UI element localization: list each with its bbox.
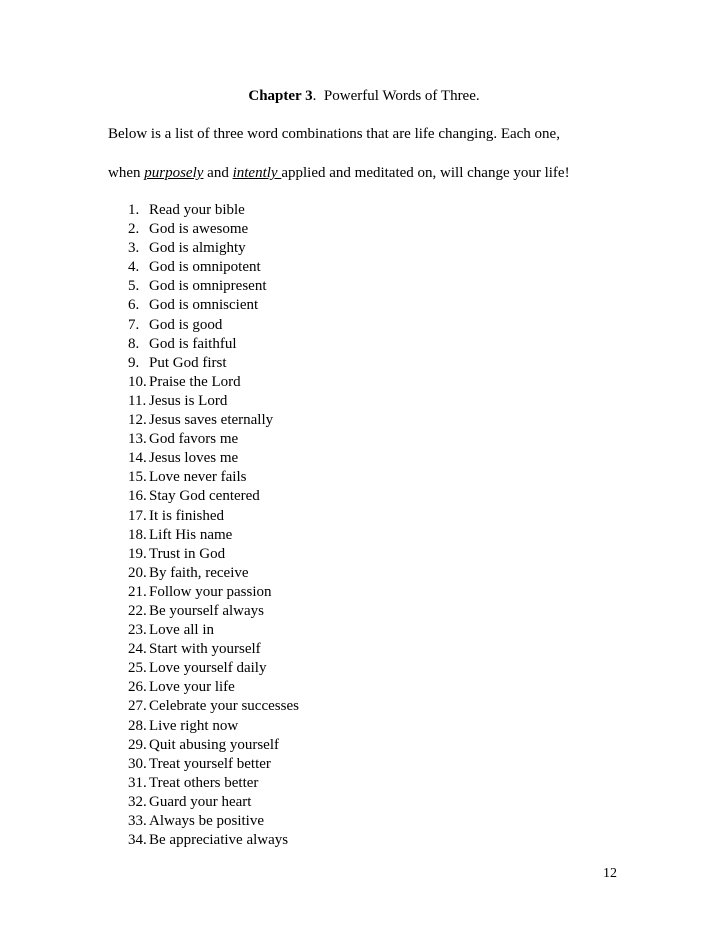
list-item-number: 5. bbox=[128, 278, 140, 295]
list-item bbox=[128, 640, 299, 659]
chapter-separator: . bbox=[312, 88, 317, 104]
list-item-number: 27. bbox=[128, 698, 147, 715]
chapter-label: Chapter 3 bbox=[248, 88, 313, 104]
list-item bbox=[128, 831, 299, 850]
list-item-number: 16. bbox=[128, 488, 147, 505]
list-item bbox=[128, 258, 299, 277]
intro-word-intently: intently bbox=[232, 165, 282, 181]
list-item-number: 2. bbox=[128, 221, 140, 238]
list-item-text: Jesus saves eternally bbox=[149, 412, 274, 429]
list-item-number: 8. bbox=[128, 335, 140, 352]
list-item-number: 30. bbox=[128, 755, 147, 772]
list-item-number: 13. bbox=[128, 431, 147, 448]
list-item bbox=[128, 697, 299, 716]
list-item-text: Follow your passion bbox=[149, 583, 272, 600]
list-item-number: 34. bbox=[128, 832, 147, 849]
list-item-text: God is omniscient bbox=[149, 297, 259, 314]
list-item-number: 3. bbox=[128, 240, 140, 257]
list-item-text: By faith, receive bbox=[149, 564, 249, 581]
list-item-number: 22. bbox=[128, 602, 147, 619]
list-item bbox=[128, 736, 299, 755]
intro-text-when: when bbox=[108, 165, 145, 181]
list-item bbox=[128, 755, 299, 774]
list-item-text: Start with yourself bbox=[149, 641, 261, 658]
list-item bbox=[128, 430, 299, 449]
list-item bbox=[128, 354, 299, 373]
intro-word-purposely: purposely bbox=[144, 165, 204, 181]
list-item-number: 11. bbox=[128, 392, 147, 409]
list-item-text: Love all in bbox=[149, 622, 214, 639]
list-item-text: God is faithful bbox=[149, 335, 237, 352]
list-item bbox=[128, 316, 299, 335]
list-item-text: Guard your heart bbox=[149, 793, 252, 810]
list-item-text: Be yourself always bbox=[149, 602, 264, 619]
list-item-text: It is finished bbox=[149, 507, 224, 524]
list-item-number: 24. bbox=[128, 641, 147, 658]
list-item bbox=[128, 487, 299, 506]
list-item bbox=[128, 411, 299, 430]
list-item-text: Treat yourself better bbox=[149, 755, 271, 772]
list-item-number: 15. bbox=[128, 469, 147, 486]
list-item bbox=[128, 774, 299, 793]
list-item bbox=[128, 717, 299, 736]
list-item-text: Lift His name bbox=[149, 526, 233, 543]
list-item bbox=[128, 678, 299, 697]
list-item-number: 12. bbox=[128, 412, 147, 429]
list-item-number: 9. bbox=[128, 354, 140, 371]
list-item bbox=[128, 296, 299, 315]
chapter-subtitle: Powerful Words of Three. bbox=[323, 88, 480, 104]
list-item-number: 26. bbox=[128, 679, 147, 696]
list-item-number: 6. bbox=[128, 297, 140, 314]
list-item bbox=[128, 277, 299, 296]
intro-text-and: and bbox=[203, 165, 233, 181]
list-item-text: Quit abusing yourself bbox=[149, 736, 279, 753]
list-item-text: God is omnipotent bbox=[149, 259, 261, 276]
list-item-text: Celebrate your successes bbox=[149, 698, 299, 715]
list-item-number: 17. bbox=[128, 507, 147, 524]
list-item-text: God is awesome bbox=[149, 221, 249, 238]
list-item-text: Jesus loves me bbox=[149, 450, 239, 467]
list-item-number: 21. bbox=[128, 583, 147, 600]
list-item-text: Love your life bbox=[149, 679, 235, 696]
list-item bbox=[128, 545, 299, 564]
list-item-text: Always be positive bbox=[149, 813, 264, 829]
list-item-number: 18. bbox=[128, 526, 147, 543]
list-item bbox=[128, 812, 299, 831]
page-number: 12 bbox=[603, 866, 617, 881]
list-item-text: God is omnipresent bbox=[149, 278, 267, 295]
list-item-number: 25. bbox=[128, 660, 147, 677]
list-item-text: Stay God centered bbox=[149, 488, 260, 505]
list-item-number: 33. bbox=[128, 813, 147, 829]
list-item bbox=[128, 621, 299, 640]
list-item-number: 20. bbox=[128, 564, 147, 581]
list-item-text: Treat others better bbox=[149, 774, 259, 791]
list-item-number: 19. bbox=[128, 545, 147, 562]
list-item bbox=[128, 468, 299, 487]
list-item-number: 29. bbox=[128, 736, 147, 753]
list-item-number: 7. bbox=[128, 316, 140, 333]
list-item bbox=[128, 659, 299, 678]
list-item-text: God is almighty bbox=[149, 240, 246, 257]
list-item-number: 14. bbox=[128, 450, 147, 467]
list-item bbox=[128, 526, 299, 545]
list-item-text: Be appreciative always bbox=[149, 832, 289, 849]
intro-line-1: Below is a list of three word combinations that are life changing. Each one, bbox=[108, 126, 560, 142]
list-item-text: Trust in God bbox=[149, 545, 226, 562]
list-item bbox=[128, 564, 299, 583]
chapter-heading bbox=[0, 86, 728, 106]
list-item bbox=[128, 583, 299, 602]
list-item-number: 4. bbox=[128, 259, 140, 276]
list-item-number: 31. bbox=[128, 774, 147, 791]
list-item bbox=[128, 602, 299, 621]
list-item bbox=[128, 373, 299, 392]
three-word-list bbox=[128, 201, 299, 850]
list-item bbox=[128, 793, 299, 812]
list-item bbox=[128, 392, 299, 411]
list-item-text: Love never fails bbox=[149, 469, 247, 486]
list-item bbox=[128, 449, 299, 468]
list-item-text: Put God first bbox=[149, 354, 227, 371]
list-item-number: 10. bbox=[128, 373, 147, 390]
list-item-text: Jesus is Lord bbox=[149, 392, 228, 409]
list-item-text: God is good bbox=[149, 316, 223, 333]
list-item bbox=[128, 239, 299, 258]
intro-text-rest: applied and meditated on, will change your life! bbox=[281, 165, 570, 181]
list-item bbox=[128, 335, 299, 354]
list-item-text: Read your bible bbox=[149, 202, 245, 218]
list-item bbox=[128, 507, 299, 526]
list-item-number: 23. bbox=[128, 622, 147, 639]
list-item-text: Love yourself daily bbox=[149, 660, 267, 677]
list-item bbox=[128, 220, 299, 239]
list-item-text: Live right now bbox=[149, 717, 239, 734]
list-item-number: 28. bbox=[128, 717, 147, 734]
list-item-number: 32. bbox=[128, 793, 147, 810]
list-item-text: Praise the Lord bbox=[149, 373, 241, 390]
intro-line-2 bbox=[108, 163, 570, 183]
list-item bbox=[128, 201, 299, 220]
list-item-text: God favors me bbox=[149, 431, 239, 448]
list-item-number: 1. bbox=[128, 202, 140, 218]
